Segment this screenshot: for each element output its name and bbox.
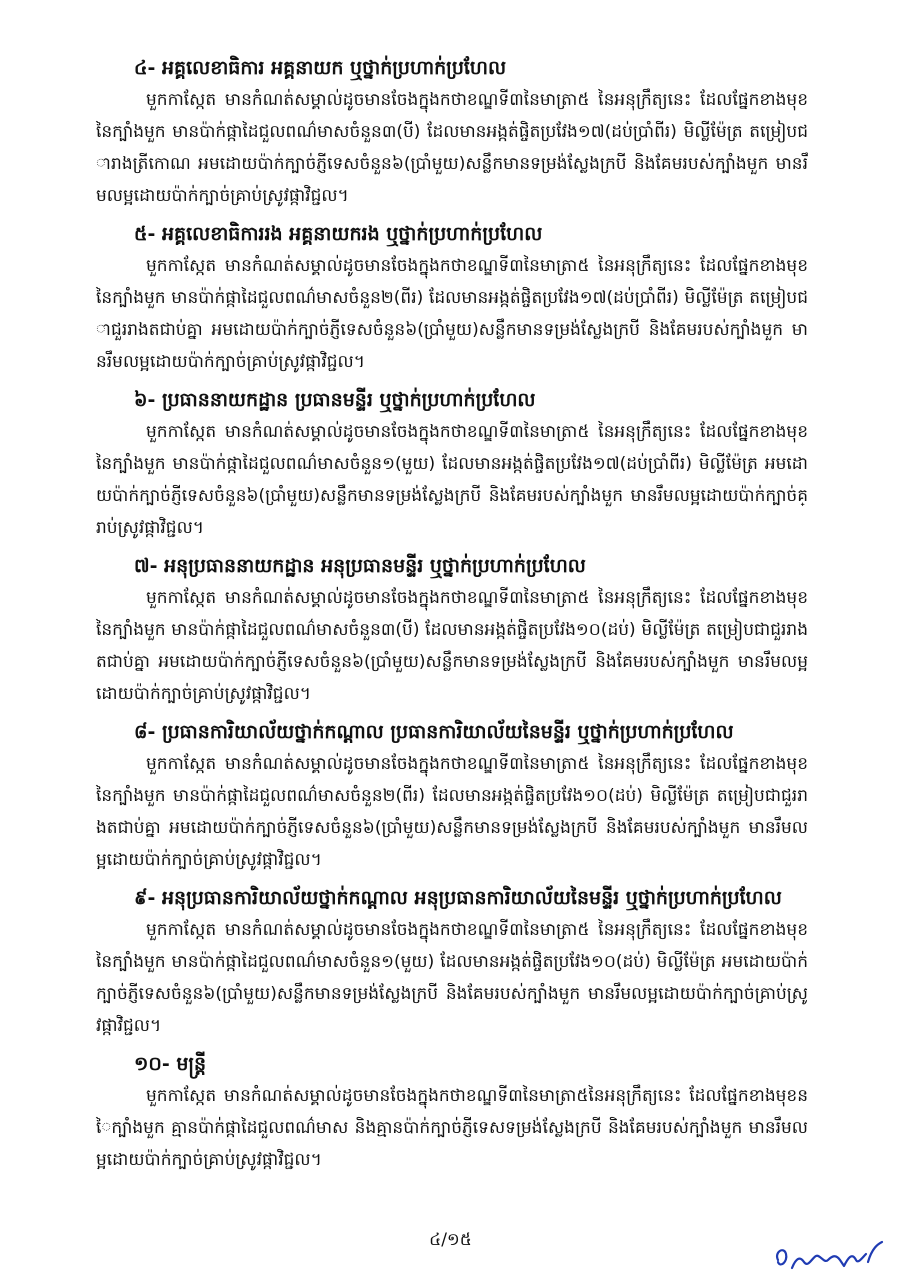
section-heading: ៨- ប្រធានការិយាល័យថ្នាក់កណ្ដាល ប្រធានការិយាល័យនៃមន្ទីរ ឬថ្នាក់ប្រហាក់ប្រហែល [134,721,734,743]
section-paragraph: មួកកាស្កែត មានកំណត់សម្គាល់ដូចមានចែងក្នុងកថាខណ្ឌទី៣នៃមាត្រា៥ នៃអនុក្រឹត្យនេះ ដែលផ្នែកខាងមុខនៃក្បាំងមួក មានប៉ាក់ផ្កាដៃជួលពណ៌មាសចំនួន៣(បី) ដែលមានអង្កត់ផ្ចិតប្រវែង១០(ដប់) មិល្លីម៉ែត្រ តម្រៀបជាជួររាងតជាប់គ្នា អមដោយប៉ាក់ក្បាច់ភ្ញីទេសចំនួន៦(ប្រាំមួយ)សន្លឹកមានទម្រង់ស្លែងក្របី និងគែមរបស់ក្បាំងមួក មានរឹមលម្អដោយប៉ាក់ក្បាច់គ្រាប់ស្រូវផ្កាវិជ្ជល។ [96,588,808,704]
section-paragraph: មួកកាស្កែត មានកំណត់សម្គាល់ដូចមានចែងក្នុងកថាខណ្ឌទី៣នៃមាត្រា៥នៃអនុក្រឹត្យនេះ ដែលផ្នែកខាងមុខនៃក្បាំងមួក គ្មានប៉ាក់ផ្កាដៃជួលពណ៌មាស និងគ្មានប៉ាក់ក្បាច់ភ្ញីទេសទម្រង់ស្លែងក្របី និងគែមរបស់ក្បាំងមួក មានរឹមលម្អដោយប៉ាក់ក្បាច់គ្រាប់ស្រូវផ្កាវិជ្ជល។ [96,1086,808,1170]
section-8 [96,716,808,876]
section-7 [96,550,808,710]
section-heading: ៦- ប្រធាននាយកដ្ឋាន ប្រធានមន្ទីរ ឬថ្នាក់ប្រហាក់ប្រហែល [134,389,536,411]
document-body [96,52,808,1182]
section-4 [96,52,808,212]
section-heading: ៩- អនុប្រធានការិយាល័យថ្នាក់កណ្ដាល អនុប្រធានការិយាល័យនៃមន្ទីរ ឬថ្នាក់ប្រហាក់ប្រហែល [134,887,782,909]
section-6 [96,384,808,544]
section-10 [96,1048,808,1176]
section-paragraph: មួកកាស្កែត មានកំណត់សម្គាល់ដូចមានចែងក្នុងកថាខណ្ឌទី៣នៃមាត្រា៥ នៃអនុក្រឹត្យនេះ ដែលផ្នែកខាងមុខនៃក្បាំងមួក មានប៉ាក់ផ្កាដៃជួលពណ៌មាសចំនួន៣(បី) ដែលមានអង្កត់ផ្ចិតប្រវែង១៧(ដប់ប្រាំពីរ) មិល្លីម៉ែត្រ តម្រៀបជារាងត្រីកោណ អមដោយប៉ាក់ក្បាច់ភ្ញីទេសចំនួន៦(ប្រាំមួយ)សន្លឹកមានទម្រង់ស្លែងក្របី និងគែមរបស់ក្បាំងមួក មានរឹមលម្អដោយប៉ាក់ក្បាច់គ្រាប់ស្រូវផ្កាវិជ្ជល។ [96,90,808,206]
section-paragraph: មួកកាស្កែត មានកំណត់សម្គាល់ដូចមានចែងក្នុងកថាខណ្ឌទី៣នៃមាត្រា៥ នៃអនុក្រឹត្យនេះ ដែលផ្នែកខាងមុខនៃក្បាំងមួក មានប៉ាក់ផ្កាដៃជួលពណ៌មាសចំនួន២(ពីរ) ដែលមានអង្កត់ផ្ចិតប្រវែង១៧(ដប់ប្រាំពីរ) មិល្លីម៉ែត្រ តម្រៀបជាជួររាងតជាប់គ្នា អមដោយប៉ាក់ក្បាច់ភ្ញីទេសចំនួន៦(ប្រាំមួយ)សន្លឹកមានទម្រង់ស្លែងក្របី និងគែមរបស់ក្បាំងមួក មានរឹមលម្អដោយប៉ាក់ក្បាច់គ្រាប់ស្រូវផ្កាវិជ្ជល។ [96,256,808,372]
section-paragraph: មួកកាស្កែត មានកំណត់សម្គាល់ដូចមានចែងក្នុងកថាខណ្ឌទី៣នៃមាត្រា៥ នៃអនុក្រឹត្យនេះ ដែលផ្នែកខាងមុខនៃក្បាំងមួក មានប៉ាក់ផ្កាដៃជួលពណ៌មាសចំនួន១(មួយ) ដែលមានអង្កត់ផ្ចិតប្រវែង១៧(ដប់ប្រាំពីរ) មិល្លីម៉ែត្រ អមដោយប៉ាក់ក្បាច់ភ្ញីទេសចំនួន៦(ប្រាំមួយ)សន្លឹកមានទម្រង់ស្លែងក្របី និងគែមរបស់ក្បាំងមួក មានរឹមលម្អដោយប៉ាក់ក្បាច់គ្រាប់ស្រូវផ្កាវិជ្ជល។ [96,422,808,538]
page-number: ៤/១៥ [429,1230,472,1250]
section-paragraph: មួកកាស្កែត មានកំណត់សម្គាល់ដូចមានចែងក្នុងកថាខណ្ឌទី៣នៃមាត្រា៥ នៃអនុក្រឹត្យនេះ ដែលផ្នែកខាងមុខនៃក្បាំងមួក មានប៉ាក់ផ្កាដៃជួលពណ៌មាសចំនួន២(ពីរ) ដែលមានអង្កត់ផ្ចិតប្រវែង១០(ដប់) មិល្លីម៉ែត្រ តម្រៀបជាជួររាងតជាប់គ្នា អមដោយប៉ាក់ក្បាច់ភ្ញីទេសចំនួន៦(ប្រាំមួយ)សន្លឹកមានទម្រង់ស្លែងក្របី និងគែមរបស់ក្បាំងមួក មានរឹមលម្អដោយប៉ាក់ក្បាច់គ្រាប់ស្រូវផ្កាវិជ្ជល។ [96,754,808,870]
signature-mark [770,1238,890,1274]
section-paragraph: មួកកាស្កែត មានកំណត់សម្គាល់ដូចមានចែងក្នុងកថាខណ្ឌទី៣នៃមាត្រា៥ នៃអនុក្រឹត្យនេះ ដែលផ្នែកខាងមុខនៃក្បាំងមួក មានប៉ាក់ផ្កាដៃជួលពណ៌មាសចំនួន១(មួយ) ដែលមានអង្កត់ផ្ចិតប្រវែង១០(ដប់) មិល្លីម៉ែត្រ អមដោយប៉ាក់ក្បាច់ភ្ញីទេសចំនួន៦(ប្រាំមួយ)សន្លឹកមានទម្រង់ស្លែងក្របី និងគែមរបស់ក្បាំងមួក មានរឹមលម្អដោយប៉ាក់ក្បាច់គ្រាប់ស្រូវផ្កាវិជ្ជល។ [96,920,808,1036]
section-heading: ១០- មន្ត្រី [134,1053,207,1075]
section-heading: ៧- អនុប្រធាននាយកដ្ឋាន អនុប្រធានមន្ទីរ ឬថ្នាក់ប្រហាក់ប្រហែល [134,555,586,577]
section-9 [96,882,808,1042]
section-heading: ៤- អគ្គលេខាធិការ អគ្គនាយក ឬថ្នាក់ប្រហាក់ប្រហែល [134,57,507,79]
section-5 [96,218,808,378]
section-heading: ៥- អគ្គលេខាធិការរង អគ្គនាយករង ឬថ្នាក់ប្រហាក់ប្រហែល [134,223,543,245]
